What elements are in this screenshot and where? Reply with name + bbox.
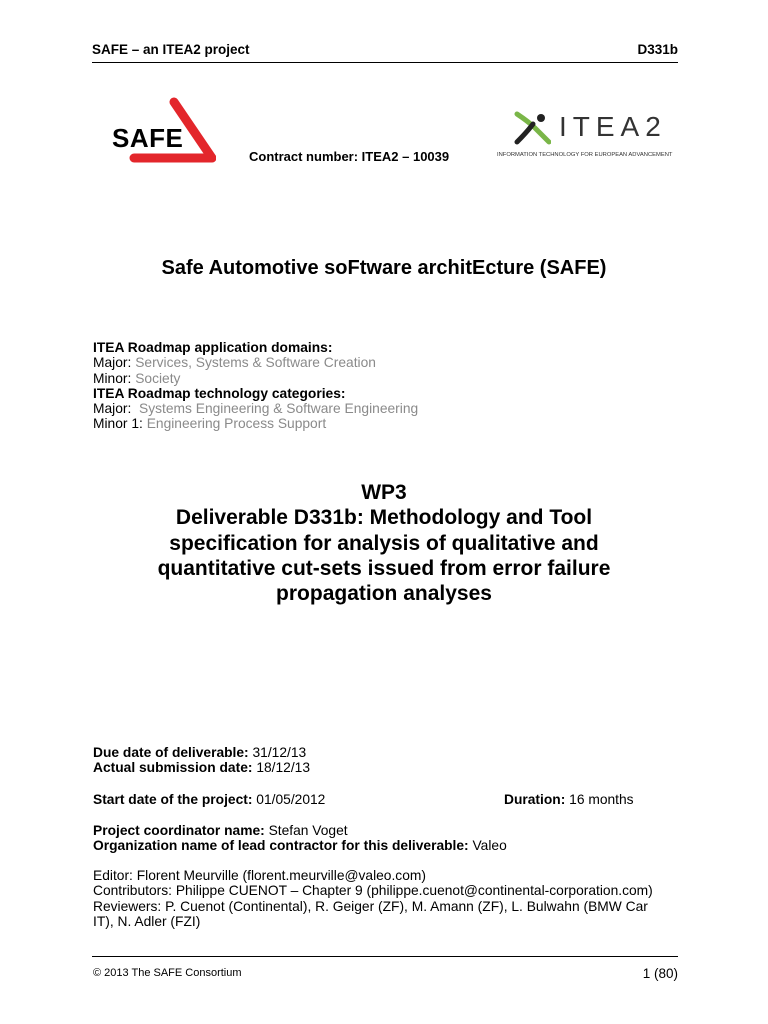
value: Systems Engineering & Software Engineering (139, 401, 419, 417)
footer-rule (92, 956, 678, 957)
roadmap-tech-heading: ITEA Roadmap technology categories: (93, 385, 346, 401)
value: Stefan Voget (268, 823, 348, 838)
people (93, 868, 683, 930)
deliverable-line: specification for analysis of qualitative and (169, 531, 599, 555)
itea2-tagline: INFORMATION TECHNOLOGY FOR EUROPEAN ADVANCEMENT (497, 152, 673, 158)
page-number: 1 (80) (642, 966, 678, 981)
itea2-logo-mark-icon (511, 110, 551, 146)
itea2-logo-text: ITEA2 (559, 111, 667, 142)
value: Services, Systems & Software Creation (135, 355, 376, 371)
editor: Editor: Florent Meurville (florent.meurville@valeo.com) (93, 868, 426, 883)
deliverable-title (100, 480, 668, 606)
contract-number: Contract number: ITEA2 – 10039 (249, 149, 450, 164)
due-date (93, 745, 310, 760)
header-doc-id: D331b (637, 42, 678, 57)
itea2-logo (497, 108, 693, 160)
roadmap-domain-minor (93, 371, 418, 386)
value: 01/05/2012 (256, 792, 326, 807)
header-rule (92, 62, 678, 63)
label: Project coordinator name: (93, 823, 265, 838)
label: Minor: (93, 370, 132, 386)
value: 16 months (569, 792, 634, 807)
header-project: SAFE – an ITEA2 project (92, 42, 250, 57)
due-dates (93, 745, 310, 776)
deliverable-line: quantitative cut-sets issued from error failure (157, 556, 611, 580)
duration (504, 792, 634, 807)
lead-contractor (93, 838, 507, 853)
coordinator (93, 823, 507, 838)
roadmap-tech-major (93, 401, 418, 416)
value: 18/12/13 (256, 760, 311, 776)
roadmap-tech-minor (93, 416, 418, 431)
coordination (93, 823, 507, 854)
label: Due date of deliverable: (93, 745, 249, 760)
project-title: Safe Automotive soFtware architEcture (SAFE) (161, 257, 607, 279)
label: Minor 1: (93, 416, 143, 432)
roadmap-domain-major (93, 355, 418, 370)
value: Society (135, 370, 181, 386)
roadmap-domains-heading: ITEA Roadmap application domains: (93, 340, 333, 355)
contributors: Contributors: Philippe CUENOT – Chapter 9 (philippe.cuenot@continental-corporation.com) (93, 883, 653, 899)
deliverable-line: propagation analyses (276, 582, 492, 606)
deliverable-line: Deliverable D331b: Methodology and Tool (175, 506, 593, 530)
safe-logo-text: SAFE (112, 123, 184, 153)
label: Duration: (504, 792, 566, 807)
label: Major: (93, 401, 132, 417)
start-date (93, 792, 325, 807)
reviewers-cont: IT), N. Adler (FZI) (93, 914, 201, 930)
label: Actual submission date: (93, 760, 253, 776)
work-package: WP3 (361, 481, 407, 504)
safe-logo (108, 96, 216, 164)
label: Organization name of lead contractor for this deliverable: (93, 838, 469, 854)
value: Engineering Process Support (146, 416, 327, 432)
reviewers: Reviewers: P. Cuenot (Continental), R. Geiger (ZF), M. Amann (ZF), L. Bulwahn (BMW Car (93, 898, 648, 914)
value: 31/12/13 (252, 745, 307, 760)
actual-date (93, 760, 310, 775)
label: Start date of the project: (93, 792, 253, 807)
label: Major: (93, 355, 132, 371)
value: Valeo (472, 838, 507, 854)
roadmap-section (93, 340, 418, 432)
copyright: © 2013 The SAFE Consortium (93, 967, 242, 979)
